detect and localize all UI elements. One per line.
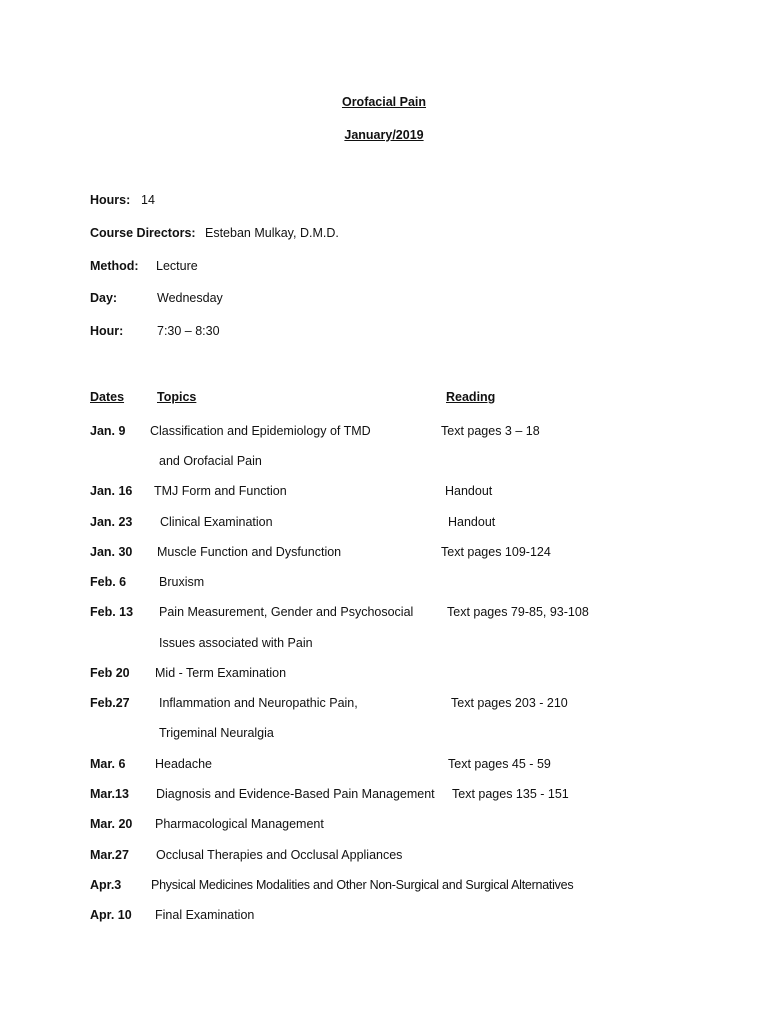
schedule-reading: Text pages 3 – 18	[441, 424, 540, 438]
schedule-topic: Pharmacological Management	[155, 817, 324, 831]
schedule-reading: Text pages 79-85, 93-108	[447, 605, 589, 619]
schedule-reading: Handout	[448, 515, 496, 529]
method-label: Method:	[90, 259, 139, 273]
schedule-topic: Diagnosis and Evidence-Based Pain Management	[156, 787, 435, 801]
schedule-topic: Physical Medicines Modalities and Other Non-Surgical and Surgical Alternatives	[151, 878, 574, 892]
schedule-date: Jan. 16	[90, 484, 133, 498]
hours-label: Hours:	[90, 193, 131, 207]
schedule-date: Feb. 6	[90, 575, 127, 589]
hours-value: 14	[141, 193, 155, 207]
schedule-topic: Headache	[155, 757, 212, 771]
schedule-date: Jan. 30	[90, 545, 133, 559]
schedule-date: Apr. 10	[90, 908, 132, 922]
document-title: Orofacial Pain	[341, 95, 427, 109]
schedule-date: Apr.3	[90, 878, 122, 892]
directors-label: Course Directors:	[90, 226, 196, 240]
schedule-topic: Classification and Epidemiology of TMD	[150, 424, 371, 438]
header-dates: Dates	[90, 390, 125, 404]
schedule-topic: and Orofacial Pain	[159, 454, 262, 468]
document-date: January/2019	[344, 128, 424, 142]
schedule-date: Mar.13	[90, 787, 129, 801]
schedule-topic: Inflammation and Neuropathic Pain,	[159, 696, 358, 710]
schedule-date: Mar. 20	[90, 817, 133, 831]
schedule-date: Mar. 6	[90, 757, 126, 771]
schedule-topic: Muscle Function and Dysfunction	[157, 545, 342, 559]
schedule-topic: TMJ Form and Function	[154, 484, 287, 498]
schedule-date: Mar.27	[90, 848, 129, 862]
header-topics: Topics	[157, 390, 197, 404]
hour-label: Hour:	[90, 324, 124, 338]
schedule-date: Feb 20	[90, 666, 130, 680]
schedule-topic: Trigeminal Neuralgia	[159, 726, 274, 740]
method-value: Lecture	[156, 259, 198, 273]
schedule-topic: Pain Measurement, Gender and Psychosocial	[159, 605, 414, 619]
schedule-date: Feb. 13	[90, 605, 134, 619]
schedule-topic: Final Examination	[155, 908, 255, 922]
schedule-date: Jan. 23	[90, 515, 133, 529]
schedule-reading: Text pages 203 - 210	[451, 696, 568, 710]
schedule-reading: Text pages 45 - 59	[448, 757, 551, 771]
hour-value: 7:30 – 8:30	[157, 324, 220, 338]
schedule-topic: Occlusal Therapies and Occlusal Appliances	[156, 848, 403, 862]
schedule-topic: Bruxism	[159, 575, 205, 589]
schedule-reading: Text pages 109-124	[441, 545, 551, 559]
schedule-date: Jan. 9	[90, 424, 126, 438]
schedule-topic: Mid - Term Examination	[155, 666, 287, 680]
day-label: Day:	[90, 291, 118, 305]
day-value: Wednesday	[157, 291, 223, 305]
directors-value: Esteban Mulkay, D.M.D.	[205, 226, 339, 240]
schedule-topic: Clinical Examination	[160, 515, 273, 529]
schedule-reading: Handout	[445, 484, 493, 498]
schedule-date: Feb.27	[90, 696, 130, 710]
schedule-reading: Text pages 135 - 151	[452, 787, 569, 801]
schedule-topic: Issues associated with Pain	[159, 636, 313, 650]
header-reading: Reading	[446, 390, 496, 404]
